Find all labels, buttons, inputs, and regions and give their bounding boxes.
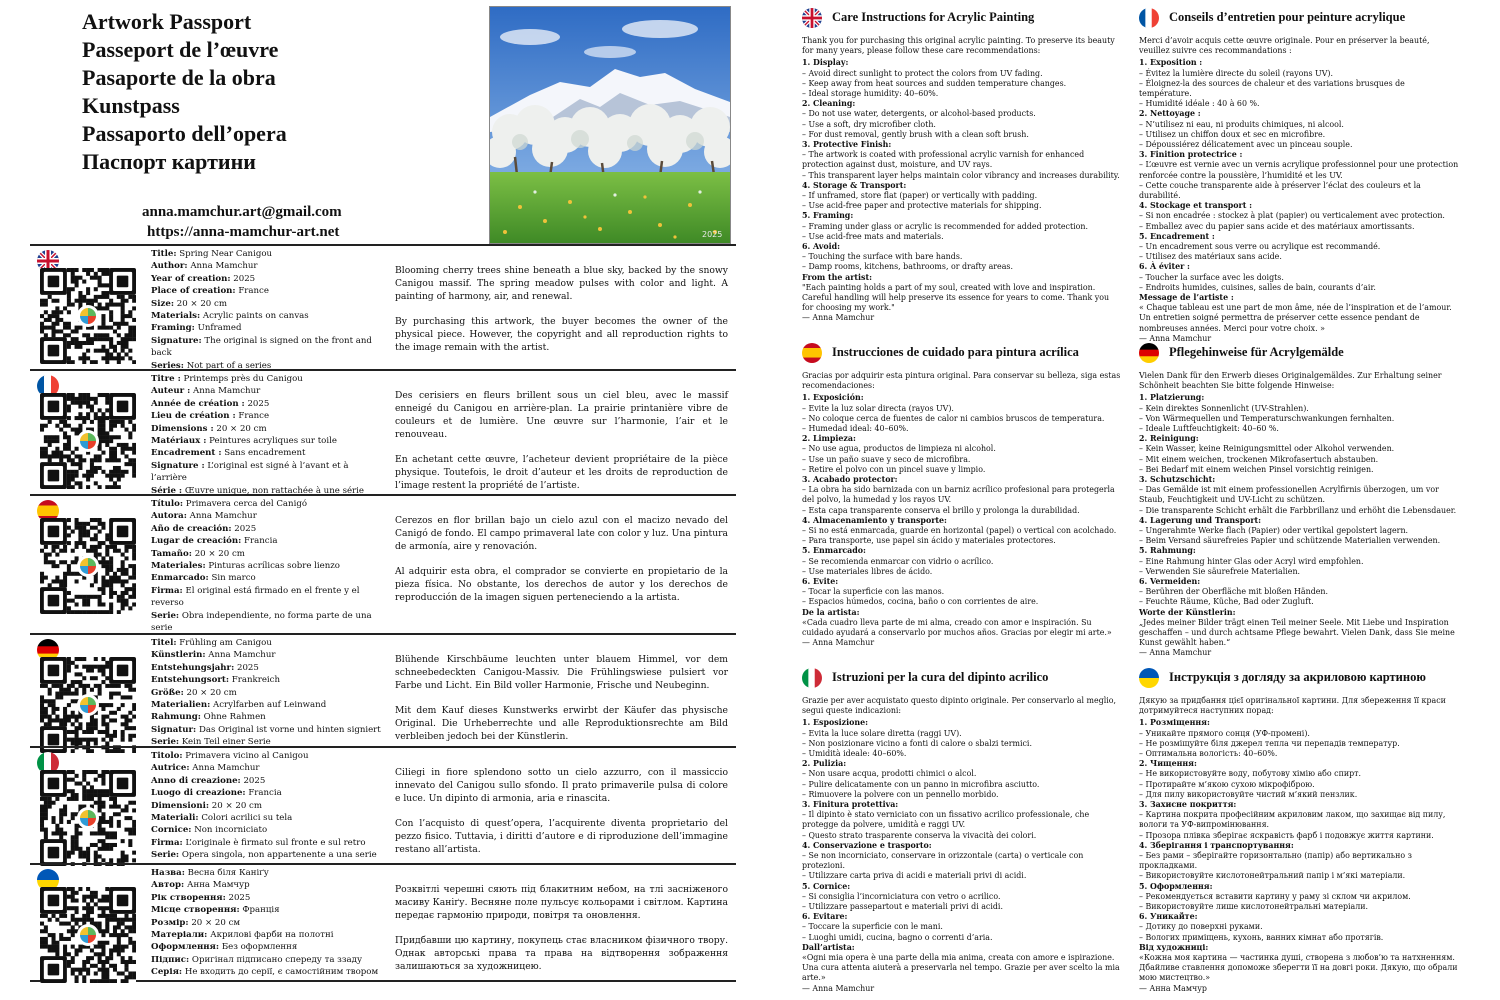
care-item: – Il dipinto è stato verniciato con un fissativo acrilico professionale, che protegge da polvere, umidità e raggi UV. — [802, 810, 1090, 830]
detail-row: Автор: Анна Мамчур — [151, 880, 250, 891]
care-item: – Протирайте м’якою сухою мікрофіброю. — [1139, 779, 1315, 789]
care-item: – Utilisez des matériaux sans acide. — [1139, 252, 1282, 262]
care-item: – Umidità ideale: 40–60%. — [802, 749, 907, 759]
care-section-heading: 1. Display: — [802, 58, 849, 68]
care-item: – Si no está enmarcada, guarde en horizontal (papel) o vertical con acolchado. — [802, 526, 1117, 536]
care-title: Instrucciones de cuidado para pintura acrílica — [832, 345, 1079, 359]
care-section-heading: 4. Зберігання і транспортування: — [1139, 840, 1294, 850]
artwork-details — [151, 637, 383, 749]
care-item: – N’utilisez ni eau, ni produits chimiques, ni alcool. — [1139, 119, 1344, 129]
care-item: – Use a soft, dry microfiber cloth. — [802, 119, 936, 129]
care-section-heading: 6. Vermeiden: — [1139, 577, 1201, 587]
care-item: – Un encadrement sous verre ou acrylique est recommandé. — [1139, 242, 1381, 252]
care-section-heading: 2. Чищення: — [1139, 759, 1197, 769]
care-item: – La obra ha sido barnizada con un barniz acrílico profesional para protegerla del polvo, la humedad y los rayos UV. — [802, 485, 1115, 505]
care-item: – Avoid direct sunlight to protect the colors from UV fading. — [802, 68, 1043, 78]
passport-entry-de — [30, 633, 736, 747]
care-item: – Use materiales libres de ácido. — [802, 566, 933, 576]
detail-row: Entstehungsjahr: 2025 — [151, 662, 259, 673]
care-item: – Toucher la surface avec les doigts. — [1139, 272, 1284, 282]
care-item: – This transparent layer helps maintain color vibrancy and increases durability. — [802, 170, 1120, 180]
care-item: – Utilisez un chiffon doux et sec en microfibre. — [1139, 129, 1326, 139]
detail-row: Título: Primavera cerca del Canigó — [151, 499, 307, 509]
care-section-heading: 6. À éviter : — [1139, 262, 1190, 272]
detail-row: Year of creation: 2025 — [151, 273, 256, 284]
care-item: – Beim Versand säurefreies Papier und schützende Materialien verwenden. — [1139, 536, 1441, 546]
care-title: Care Instructions for Acrylic Painting — [832, 10, 1035, 24]
care-item: – No use agua, productos de limpieza ni alcohol. — [802, 444, 996, 454]
care-item: – Використовуйте лише кислотонейтральні матеріали. — [1139, 902, 1369, 912]
care-section-heading: 3. Finitura protettiva: — [802, 800, 899, 810]
detail-row: Series: Not part of a series — [151, 360, 272, 371]
detail-row: Serie: Obra independiente, no forma parte de una serie — [151, 610, 372, 634]
care-item: – If unframed, store flat (paper) or vertically with padding. — [802, 191, 1038, 201]
title-line: Pasaporte de la obra — [82, 65, 276, 90]
care-item: – Use un paño suave y seco de microfibra. — [802, 454, 971, 464]
painting-image — [489, 6, 731, 244]
care-section-heading: 5. Framing: — [802, 211, 854, 221]
detail-row: Serie: Opera singola, non appartenente a una serie — [151, 850, 377, 861]
qr-code-icon[interactable] — [40, 770, 136, 866]
detail-row: Matériaux : Peintures acryliques sur toile — [151, 436, 337, 447]
care-section-heading: 1. Esposizione: — [802, 718, 869, 728]
care-item: – Rimuovere la polvere con un pennello morbido. — [802, 789, 999, 799]
contact-block — [142, 202, 342, 242]
detail-row: Künstlerin: Anna Mamchur — [151, 650, 276, 661]
detail-row: Titre : Printemps près du Canigou — [151, 374, 303, 384]
care-item: « Chaque tableau est une part de mon âme, née de l’inspiration et de l’amour. Un entretien soigné permettra de préserver cette essence pendant de nombreuses années. Merci pour votre choix. » — [1139, 303, 1452, 333]
care-item: «Ogni mia opera è una parte della mia anima, creata con amore e ispirazione. Una cura attenta aiuterà a preservarla nel tempo. Grazie per aver scelto la mia arte.» — [802, 953, 1120, 983]
care-item: – Kein Wasser, keine Reinigungsmittel oder Alkohol verwenden. — [1139, 444, 1395, 454]
care-item: – Luoghi umidi, cucina, bagno o correnti d’aria. — [802, 932, 993, 942]
care-section-heading: De la artista: — [802, 607, 860, 617]
care-item: – Для пилу використовуйте чистий м’який пензлик. — [1139, 789, 1358, 799]
detail-row: Autora: Anna Mamchur — [151, 511, 257, 522]
care-item: — Anna Mamchur — [802, 313, 875, 323]
detail-row: Рік створення: 2025 — [151, 892, 251, 903]
care-section-heading: 3. Acabado protector: — [802, 475, 898, 485]
title-line: Kunstpass — [82, 93, 180, 118]
care-title: Pflegehinweise für Acrylgemälde — [1169, 345, 1344, 359]
qr-code-icon[interactable] — [40, 657, 136, 753]
care-section-heading: 4. Conservazione e trasporto: — [802, 840, 932, 850]
care-item: – Humedad ideal: 40–60%. — [802, 424, 909, 434]
care-item: «Кожна моя картина — частинка душі, створена з любов’ю та натхненням. Дбайливе ставлення допоможе зберегти її на довгі роки. Дякую, що обрали мою мистецтво.» — [1139, 953, 1458, 983]
artwork-description — [395, 389, 728, 504]
detail-row: Матеріали: Акрилові фарби на полотні — [151, 930, 334, 941]
detail-row: Größe: 20 × 20 cm — [151, 687, 237, 698]
artwork-description — [395, 514, 728, 616]
detail-row: Materiales: Pinturas acrílicas sobre lienzo — [151, 561, 340, 572]
passport-entry-es — [30, 494, 736, 634]
care-item: — Anna Mamchur — [802, 983, 875, 993]
care-section-heading: 6. Evitare: — [802, 912, 848, 922]
detail-row: Author: Anna Mamchur — [151, 261, 258, 272]
care-item: – The artwork is coated with professional acrylic varnish for enhanced protection against dust, moisture, and UV rays. — [802, 150, 1085, 170]
care-intro: Vielen Dank für den Erwerb dieses Originalgemäldes. Zur Erhaltung seiner Schönheit beachten Sie bitte folgende Hinweise: — [1139, 371, 1442, 391]
qr-code-icon[interactable] — [40, 518, 136, 614]
care-header — [1139, 668, 1459, 690]
care-section-heading: 4. Storage & Transport: — [802, 180, 907, 190]
care-item: – Дотику до поверхні руками. — [1139, 922, 1263, 932]
description-paragraph: Розквітлі черешні сяють під блакитним небом, на тлі засніженого масиву Каніґу. Весняне поле пульсує кольорами і світлом. Картина передає гармонію природи, повітря та оновлення. — [395, 884, 728, 921]
care-item: – Retire el polvo con un pincel suave y limpio. — [802, 464, 986, 474]
care-section-heading: 4. Lagerung und Transport: — [1139, 515, 1262, 525]
care-section-heading: 6. Evite: — [802, 577, 839, 587]
detail-row: Назва: Весна біля Каніґу — [151, 868, 269, 878]
detail-row: Lieu de création : France — [151, 411, 270, 422]
detail-row: Серія: Не входить до серії, є самостійним твором — [151, 967, 379, 978]
care-item: – Уникайте прямого сонця (УФ-промені). — [1139, 728, 1310, 738]
care-item: "Each painting holds a part of my soul, created with love and inspiration. Careful handling will help preserve its essence for years to come. Thank you for choosing my work." — [802, 282, 1110, 313]
description-paragraph: Blühende Kirschbäume leuchten unter blauem Himmel, vor dem schneebedeckten Canigou-Massiv. Die Frühlingswiese pulsiert vor Farbe und Licht. Ein Bild voller Harmonie, Frische und Neubeginn. — [395, 654, 728, 691]
detail-row: Encadrement : Sans encadrement — [151, 448, 306, 459]
care-title: Conseils d’entretien pour peinture acrylique — [1169, 10, 1406, 24]
care-header — [1139, 343, 1459, 365]
qr-code-icon[interactable] — [40, 887, 136, 983]
care-item: — Anna Mamchur — [802, 638, 875, 648]
care-item: – Bei Bedarf mit einem weichen Pinsel vorsichtig reinigen. — [1139, 464, 1374, 474]
care-block-it — [802, 668, 1122, 994]
detail-row: Titel: Frühling am Canigou — [151, 638, 272, 648]
care-item: – Se recomienda enmarcar con vidrio o acrílico. — [802, 556, 994, 566]
care-section-heading: 2. Reinigung: — [1139, 434, 1199, 444]
care-section-heading: 1. Platzierung: — [1139, 393, 1205, 403]
passport-entry-fr — [30, 369, 736, 495]
care-block-es — [802, 343, 1122, 648]
care-intro: Thank you for purchasing this original acrylic painting. To preserve its beauty for many years, please follow these care recommendations: — [802, 36, 1115, 56]
care-intro: Gracias por adquirir esta pintura original. Para conservar su belleza, siga estas recomendaciones: — [802, 371, 1121, 391]
care-item: – Use acid-free mats and materials. — [802, 231, 944, 241]
painting-illustration — [490, 7, 730, 243]
detail-row: Titolo: Primavera vicino al Canigou — [151, 751, 309, 761]
care-block-fr — [1139, 8, 1459, 344]
artwork-details — [151, 498, 383, 634]
care-item: – Не використовуйте воду, побутову хімію або спирт. — [1139, 769, 1362, 779]
detail-row: Materiali: Colori acrilici su tela — [151, 813, 293, 824]
detail-row: Tamaño: 20 × 20 cm — [151, 548, 245, 559]
care-item: – Не розміщуйте біля джерел тепла чи перепадів температур. — [1139, 738, 1400, 748]
care-item: – Kein direktes Sonnenlicht (UV-Strahlen). — [1139, 403, 1309, 413]
detail-row: Signature: The original is signed on the front and back — [151, 335, 372, 359]
care-item: – Von Wärmequellen und Temperaturschwankungen fernhalten. — [1139, 413, 1395, 423]
care-item: – Si consiglia l’incorniciatura con vetro o acrilico. — [802, 891, 1001, 901]
detail-row: Розмір: 20 × 20 см — [151, 917, 241, 928]
care-item: – Toccare la superficie con le mani. — [802, 922, 943, 932]
care-item: – For dust removal, gently brush with a clean soft brush. — [802, 129, 1029, 139]
description-paragraph: Blooming cherry trees shine beneath a blue sky, backed by the snowy Canigou massif. The spring meadow pulses with color and light. A painting of harmony, air, and renewal. — [395, 265, 728, 302]
passport-entry-uk — [30, 863, 736, 982]
email-link[interactable]: anna.mamchur.art@gmail.com — [142, 204, 342, 220]
care-header — [802, 8, 1122, 30]
care-item: – Оптимальна вологість: 40–60%. — [1139, 749, 1278, 759]
care-item: – Humidité idéale : 40 à 60 %. — [1139, 99, 1260, 109]
care-section-heading: 5. Enmarcado: — [802, 546, 866, 556]
care-section-heading: 1. Розміщення: — [1139, 718, 1210, 728]
ownership-paragraph: Con l’acquisto di quest’opera, l’acquirente diventa proprietario del pezzo fisico. Tuttavia, i diritti d’autore e di riproduzione dell’immagine restano all’artista. — [395, 818, 728, 855]
care-item: – Emballez avec du papier sans acide et des matériaux amortissants. — [1139, 221, 1415, 231]
painting-signature: 2025 — [702, 230, 723, 239]
detail-row: Enmarcado: Sin marco — [151, 573, 256, 584]
detail-row: Année de création : 2025 — [151, 398, 270, 409]
artwork-details — [151, 373, 383, 497]
care-item: – Cette couche transparente aide à préserver l’éclat des couleurs et la durabilité. — [1139, 180, 1421, 201]
ownership-paragraph: Mit dem Kauf dieses Kunstwerks erwirbt der Käufer das physische Original. Die Urheberrechte und alle Reproduktionsrechte am Bild verbleiben jedoch bei der Künstlerin. — [395, 705, 728, 742]
france-flag-icon — [1139, 8, 1159, 28]
care-block-de — [1139, 343, 1459, 659]
care-section-heading: 1. Exposición: — [802, 393, 864, 403]
care-title: Istruzioni per la cura del dipinto acrilico — [832, 670, 1049, 684]
care-section-heading: 5. Оформлення: — [1139, 881, 1213, 891]
care-item: «Cada cuadro lleva parte de mi alma, creado con amor e inspiración. Su cuidado ayudará a conservarlo por muchos años. Gracias por elegir mi arte.» — [802, 617, 1112, 638]
care-section-heading: 6. Уникайте: — [1139, 912, 1198, 922]
care-section-heading: 5. Rahmung: — [1139, 546, 1196, 556]
care-section-heading: 2. Pulizia: — [802, 759, 847, 769]
detail-row: Оформлення: Без оформлення — [151, 942, 298, 953]
detail-row: Firma: L’originale è firmato sul fronte e sul retro — [151, 837, 366, 848]
detail-row: Año de creación: 2025 — [151, 523, 257, 534]
detail-row: Size: 20 × 20 cm — [151, 298, 227, 309]
detail-row: Firma: El original está firmado en el frente y el reverso — [151, 585, 360, 609]
care-item: – Ungerahmte Werke flach (Papier) oder vertikal gepolstert lagern. — [1139, 526, 1409, 536]
care-item: – Картина покрита професійним акриловим лаком, що захищає від пилу, вологи та УФ-випромінювання. — [1139, 810, 1446, 830]
detail-row: Dimensions : 20 × 20 cm — [151, 423, 267, 434]
artwork-description — [395, 653, 728, 755]
care-block-en — [802, 8, 1122, 324]
detail-row: Materialien: Acrylfarben auf Leinwand — [151, 700, 327, 711]
care-item: – Вологих приміщень, кухонь, ванних кімнат або протягів. — [1139, 932, 1384, 942]
germany-flag-icon — [1139, 343, 1159, 363]
care-item: — Anna Mamchur — [1139, 333, 1212, 343]
care-section-heading: Від художниці: — [1139, 942, 1209, 952]
care-item: – Si non encadrée : stockez à plat (papier) ou verticalement avec protection. — [1139, 211, 1445, 221]
detail-row: Anno di creazione: 2025 — [151, 775, 266, 786]
description-paragraph: Ciliegi in fiore splendono sotto un cielo azzurro, con il massiccio innevato del Canigou sullo sfondo. Il prato primaverile pulsa di colore e luce. Un dipinto di armonia, aria e rinascita. — [395, 767, 728, 804]
qr-code-icon[interactable] — [40, 393, 136, 489]
care-intro: Дякую за придбання цієї оригінальної картини. Для збереження її краси дотримуйтеся наступних порад: — [1139, 696, 1446, 716]
title-line: Artwork Passport — [82, 9, 252, 34]
care-item: „Jedes meiner Bilder trägt einen Teil meiner Seele. Mit Liebe und Inspiration geschaffen – und durch achtsame Pflege bewahrt. Vielen Dank, dass Sie meine Kunst gewählt haben.“ — [1139, 617, 1455, 648]
qr-code-icon[interactable] — [40, 268, 136, 364]
artwork-details — [151, 867, 383, 979]
care-section-heading: From the artist: — [802, 272, 873, 282]
ownership-paragraph: Придбавши цю картину, покупець стає власником фізичного твору. Однак авторські права та права на відтворення зображення залишаються за художницею. — [395, 935, 728, 972]
care-item: – Рекомендується вставити картину у раму зі склом чи акрилом. — [1139, 891, 1411, 901]
care-header — [1139, 8, 1459, 30]
care-item: – Para transporte, use papel sin ácido y materiales protectores. — [802, 536, 1056, 546]
care-item: – Berühren der Oberfläche mit bloßen Händen. — [1139, 587, 1329, 597]
care-item: – Esta capa transparente conserva el brillo y prolonga la durabilidad. — [802, 505, 1080, 515]
care-item: – Endroits humides, cuisines, salles de bain, courants d’air. — [1139, 282, 1376, 292]
website-link[interactable]: https://anna-mamchur-art.net — [147, 224, 340, 240]
care-section-heading: 1. Exposition : — [1139, 58, 1203, 68]
detail-row: Framing: Unframed — [151, 323, 242, 334]
care-section-heading: 5. Encadrement : — [1139, 231, 1215, 241]
detail-row: Entstehungsort: Frankreich — [151, 675, 281, 686]
care-item: – Use acid-free paper and protective materials for shipping. — [802, 201, 1042, 211]
detail-row: Rahmung: Ohne Rahmen — [151, 712, 266, 723]
care-item: – Damp rooms, kitchens, bathrooms, or drafty areas. — [802, 262, 1013, 272]
care-header — [802, 668, 1122, 690]
italy-flag-icon — [802, 668, 822, 688]
care-item: – Évitez la lumière directe du soleil (rayons UV). — [1139, 68, 1333, 78]
care-item: – Evite la luz solar directa (rayos UV). — [802, 403, 954, 413]
ownership-paragraph: En achetant cette œuvre, l’acheteur devient propriétaire de la pièce physique. Toutefois, le droit d’auteur et les droits de reproduction de l’image restent la propriété de l’artiste. — [395, 454, 728, 491]
care-item: – Touching the surface with bare hands. — [802, 252, 963, 262]
care-item: – Tocar la superficie con las manos. — [802, 587, 945, 597]
uk-flag-icon — [802, 8, 822, 28]
care-item: – Utilizzare carta priva di acidi e materiali privi di acidi. — [802, 871, 1027, 881]
detail-row: Materials: Acrylic paints on canvas — [151, 311, 309, 322]
detail-row: Autrice: Anna Mamchur — [151, 763, 260, 774]
detail-row: Dimensioni: 20 × 20 cm — [151, 800, 263, 811]
care-section-heading: Worte der Künstlerin: — [1139, 607, 1236, 617]
care-section-heading: 3. Захисне покриття: — [1139, 800, 1237, 810]
title-line: Passeport de l’œuvre — [82, 37, 279, 62]
description-paragraph: Des cerisiers en fleurs brillent sous un ciel bleu, avec le massif enneigé du Canigou en arrière-plan. La prairie printanière vibre de couleurs et de lumière. Une œuvre sur l’harmonie, l’air et le renouveau. — [395, 390, 728, 440]
detail-row: Série : Œuvre unique, non rattachée à une série — [151, 485, 365, 496]
care-item: – Keep away from heat sources and sudden temperature changes. — [802, 78, 1067, 88]
ukraine-flag-icon — [1139, 668, 1159, 688]
description-paragraph: Cerezos en flor brillan bajo un cielo azul con el macizo nevado del Canigó de fondo. El campo primaveral late con color y luz. Una pintura de armonía, aire y renovación. — [395, 515, 728, 552]
care-section-heading: 6. Avoid: — [802, 242, 841, 252]
care-item: – Die transparente Schicht erhält die Farbbrillanz und erhöht die Lebensdauer. — [1139, 505, 1457, 515]
care-item: – Прозора плівка зберігає яскравість фарб і подовжує життя картини. — [1139, 830, 1434, 840]
care-item: – L’œuvre est vernie avec un vernis acrylique professionnel pour une protection renforcée contre la poussière, l’humidité et les UV. — [1139, 160, 1459, 180]
artwork-details — [151, 248, 383, 372]
detail-row: Cornice: Non incorniciato — [151, 825, 268, 836]
care-section-heading: 2. Cleaning: — [802, 99, 856, 109]
care-item: – Non posizionare vicino a fonti di calore o sbalzi termici. — [802, 738, 1032, 748]
detail-row: Title: Spring Near Canigou — [151, 249, 273, 259]
care-item: – Se non incorniciato, conservare in orizzontale (carta) o verticale con protezioni. — [802, 851, 1084, 871]
care-item: – Evita la luce solare diretta (raggi UV). — [802, 728, 962, 738]
detail-row: Signature : L’original est signé à l’avant et à l’arrière — [151, 460, 349, 484]
care-item: – Utilizzare passepartout e materiali privi di acidi. — [802, 902, 1003, 912]
detail-row: Place of creation: France — [151, 286, 269, 297]
title-line: Паспорт картини — [82, 149, 256, 174]
spain-flag-icon — [802, 343, 822, 363]
care-item: – Das Gemälde ist mit einem professionellen Acrylfirnis überzogen, um vor Staub, Feuchtigkeit und UV-Licht zu schützen. — [1139, 485, 1439, 505]
detail-row: Auteur : Anna Mamchur — [151, 386, 261, 397]
care-item: – No coloque cerca de fuentes de calor ni cambios bruscos de temperatura. — [802, 413, 1105, 423]
care-section-heading: 3. Protective Finish: — [802, 140, 892, 150]
artwork-description — [395, 766, 728, 868]
care-item: – Ideale Luftfeuchtigkeit: 40–60 %. — [1139, 424, 1279, 434]
care-item: — Anna Mamchur — [1139, 648, 1212, 658]
detail-row: Підпис: Оригінал підписано спереду та ззаду — [151, 954, 363, 965]
artwork-details — [151, 750, 383, 862]
care-item: – Verwenden Sie säurefreie Materialien. — [1139, 566, 1301, 576]
care-section-heading: 3. Schutzschicht: — [1139, 475, 1216, 485]
care-item: – Використовуйте кислотонейтральний папір і м’які матеріали. — [1139, 871, 1406, 881]
care-intro: Merci d’avoir acquis cette œuvre originale. Pour en préserver la beauté, veuillez suivre ces recommandations : — [1139, 36, 1430, 56]
care-item: — Анна Мамчур — [1139, 983, 1207, 993]
detail-row: Місце створення: Франція — [151, 905, 280, 916]
care-item: – Non usare acqua, prodotti chimici o alcol. — [802, 769, 977, 779]
care-item: – Без рами – зберігайте горизонтально (папір) або вертикально з прокладками. — [1139, 851, 1412, 871]
care-section-heading: 5. Cornice: — [802, 881, 851, 891]
detail-row: Serie: Kein Teil einer Serie — [151, 737, 271, 748]
passport-entry-it — [30, 746, 736, 864]
care-item: – Feuchte Räume, Küche, Bad oder Zugluft. — [1139, 597, 1314, 607]
artwork-description — [395, 883, 728, 985]
care-item: – Framing under glass or acrylic is recommended for added protection. — [802, 221, 1089, 231]
care-title: Інструкція з догляду за акриловою картиною — [1169, 670, 1426, 684]
care-item: – Éloignez-la des sources de chaleur et des variations brusques de température. — [1139, 78, 1405, 99]
care-section-heading: 2. Limpieza: — [802, 434, 856, 444]
ownership-paragraph: Al adquirir esta obra, el comprador se convierte en propietario de la pieza física. No obstante, los derechos de autor y los derechos de reproducción de la imagen siguen perteneciendo a la artista. — [395, 566, 728, 603]
care-block-uk — [1139, 668, 1459, 994]
detail-row: Luogo di creazione: Francia — [151, 788, 282, 799]
care-item: – Espacios húmedos, cocina, baño o con corrientes de aire. — [802, 597, 1039, 607]
passport-titles — [82, 8, 287, 176]
detail-row: Signatur: Das Original ist vorne und hinten signiert — [151, 724, 381, 735]
care-section-heading: 2. Nettoyage : — [1139, 109, 1201, 119]
care-section-heading: Message de l’artiste : — [1139, 293, 1234, 303]
artwork-description — [395, 264, 728, 366]
care-item: – Pulire delicatamente con un panno in microfibra asciutto. — [802, 779, 1040, 789]
artwork-passport-page — [30, 0, 740, 1000]
care-intro: Grazie per aver acquistato questo dipinto originale. Per conservarlo al meglio, segui queste indicazioni: — [802, 696, 1117, 716]
care-section-heading: 3. Finition protectrice : — [1139, 150, 1243, 160]
care-item: – Questo strato trasparente conserva la vivacità dei colori. — [802, 830, 1037, 840]
care-section-heading: 4. Stockage et transport : — [1139, 201, 1253, 211]
care-item: – Mit einem weichen, trockenen Mikrofasertuch abstauben. — [1139, 454, 1379, 464]
care-item: – Ideal storage humidity: 40–60%. — [802, 89, 939, 99]
care-item: – Dépoussiérez délicatement avec un pinceau souple. — [1139, 140, 1353, 150]
passport-entry-en — [30, 244, 736, 370]
care-item: – Do not use water, detergents, or alcohol-based products. — [802, 109, 1036, 119]
title-line: Passaporto dell’opera — [82, 121, 287, 146]
detail-row: Lugar de creación: Francia — [151, 536, 278, 547]
ownership-paragraph: By purchasing this artwork, the buyer becomes the owner of the physical piece. However, the copyright and all reproduction rights to the image remain with the artist. — [395, 316, 728, 353]
care-item: – Eine Rahmung hinter Glas oder Acryl wird empfohlen. — [1139, 556, 1364, 566]
care-header — [802, 343, 1122, 365]
care-section-heading: Dall’artista: — [802, 942, 855, 952]
care-section-heading: 4. Almacenamiento y transporte: — [802, 515, 947, 525]
